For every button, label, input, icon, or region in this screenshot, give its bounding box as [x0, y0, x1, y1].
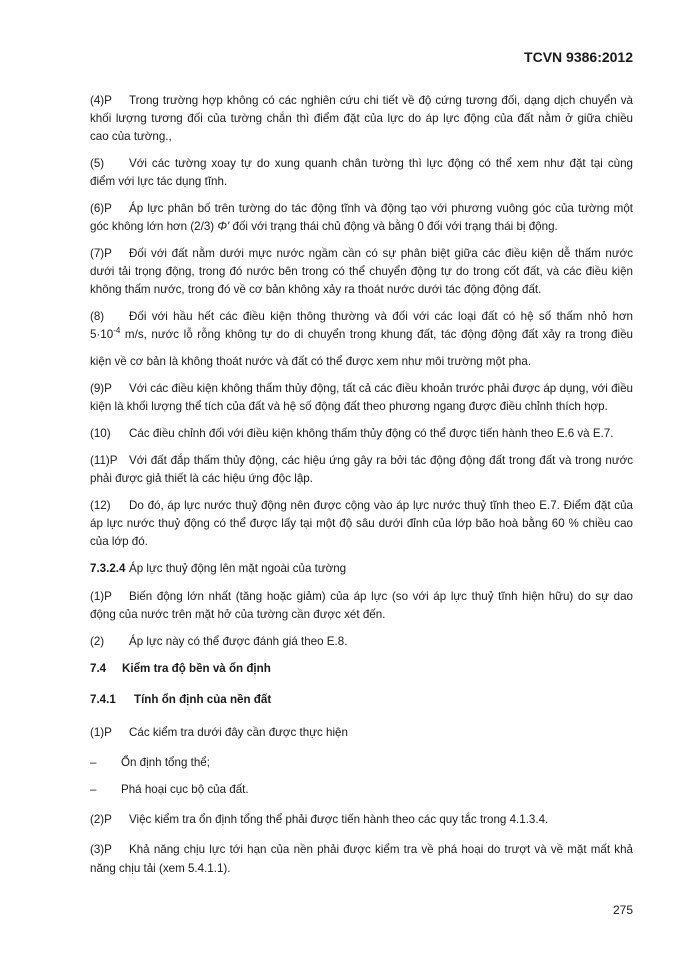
text-line: không thấm nước, trong đó về cơ bản không xảy ra thoát nước dưới tác động động đất.	[90, 283, 542, 296]
text-segment: m/s, nước lỗ rỗng không tự do di chuyển trong khung đất, tác động động đất xảy ra trong điều	[120, 328, 633, 341]
clause-number: (11)P	[90, 454, 118, 467]
text-segment: đối với trạng thái chủ động và bằng 0 đối với trạng thái bị động.	[229, 220, 558, 233]
text-line: Kiểm tra độ bền và ổn định	[122, 662, 271, 675]
clause-number: (1)P	[90, 590, 112, 603]
text-line: Trong trường hợp không có các nghiên cứu chi tiết về độ cứng tương đối, dạng dịch chuyển và	[129, 94, 633, 107]
text-line: kiện là khối lượng thể tích của đất và hệ số động đất theo phương ngang được điều chỉnh thích hợp.	[90, 400, 608, 413]
text-line	[90, 218, 633, 236]
clause-number: 7.4	[90, 662, 107, 675]
clause-number: (2)	[90, 635, 105, 648]
text-line: Khả năng chịu lực tới hạn của nền phải được kiểm tra về phá hoại do trượt và về mặt mất khả	[129, 843, 633, 856]
text-line: áp lực nước thuỷ động có thể được lấy tại một độ sâu dưới đỉnh của lớp bão hoà bằng 60 % chiều cao	[90, 517, 633, 530]
clause-number: (12)	[90, 499, 111, 512]
phi-symbol: Φ'	[217, 220, 230, 233]
text-line: Với đất đắp thấm thủy động, các hiệu ứng gây ra bởi tác động động đất trong đất và trong nước	[129, 454, 633, 467]
clause-number: (6)P	[90, 202, 112, 215]
text-line: năng chịu tải (xem 5.4.1.1).	[90, 862, 231, 875]
clause-number: (8)	[90, 310, 105, 323]
clause-number: (2)P	[90, 813, 112, 826]
bullet-dash: –	[90, 756, 97, 769]
clause-number: 7.4.1	[90, 693, 116, 706]
text-line: Các kiểm tra dưới đây cần được thực hiện	[129, 726, 348, 739]
clause-number: (9)P	[90, 382, 112, 395]
bullet-dash: –	[90, 783, 97, 796]
text-line: điểm với lực tác dụng tĩnh.	[90, 175, 228, 188]
text-line: Các điều chỉnh đối với điều kiện không thấm thủy động có thể được tiến hành theo E.6 và E.7.	[129, 427, 614, 440]
text-line: động của nước trên mặt hở của tường cần được xét đến.	[90, 608, 386, 621]
text-line: Áp lực phân bố trên tường do tác động tĩnh và động tạo với phương vuông góc của tường một	[129, 202, 633, 215]
clause-number: (4)P	[90, 94, 112, 107]
text-line: Do đó, áp lực nước thuỷ động nên được cộng vào áp lực nước thuỷ tĩnh theo E.7. Điểm đặt của	[129, 499, 633, 512]
text-line: Biến động lớn nhất (tăng hoặc giảm) của áp lực (so với áp lực thuỷ tĩnh hiện hữu) do sự dao	[129, 590, 633, 603]
clause-number: (5)	[90, 157, 105, 170]
text-line: kiện về cơ bản là không thoát nước và đất có thể được xem như môi trường một pha.	[90, 355, 532, 368]
clause-number: (7)P	[90, 247, 112, 260]
text-line: Với các điều kiện không thấm thủy động, tất cả các điều khoản trước phải được áp dụng, với điều	[129, 382, 633, 395]
text-line: Phá hoại cục bộ của đất.	[121, 783, 249, 796]
text-line: phải được giả thiết là các hiệu ứng độc lập.	[90, 472, 313, 485]
text-line: Áp lực thuỷ động lên mặt ngoài của tường	[129, 562, 347, 575]
text-segment: 5·10	[90, 328, 114, 341]
document-standard-code: TCVN 9386:2012	[524, 49, 633, 65]
text-line: khối lượng tương đối của tường chắn thì điểm đặt của lực do áp lực động của đất nằm ở giữa chiều	[90, 112, 633, 125]
clause-number: 7.3.2.4	[90, 562, 126, 575]
clause-number: (10)	[90, 427, 111, 440]
text-segment: góc không lớn hơn (2/3)	[90, 220, 218, 233]
text-line: Đối với hầu hết các điều kiện thông thường và đối với các loại đất có hệ số thấm nhỏ hơn	[129, 310, 633, 323]
clause-number: (1)P	[90, 726, 112, 739]
text-line: Áp lực này có thể được đánh giá theo E.8.	[129, 635, 348, 648]
text-line: của lớp đó.	[90, 535, 148, 548]
text-line: Việc kiểm tra ổn định tổng thể phải được tiến hành theo các quy tắc trong 4.1.3.4.	[129, 813, 549, 826]
clause-number: (3)P	[90, 843, 112, 856]
text-line: Tính ổn định của nền đất	[134, 693, 272, 706]
text-line	[90, 326, 633, 344]
text-line: Đối với đất nằm dưới mực nước ngầm cần có sự phân biệt giữa các điều kiện dễ thấm nước	[129, 247, 633, 260]
exponent: -4	[113, 326, 121, 335]
page-number: 275	[612, 903, 633, 917]
text-line: Ổn định tổng thể;	[121, 756, 210, 769]
text-line: dưới tải trọng động, trong đó nước bên trong có thể chuyển động tự do trong cốt đất, và các điều kiện	[90, 265, 633, 278]
text-line: cao của tường.,	[90, 130, 172, 143]
text-line: Với các tường xoay tự do xung quanh chân tường thì lực động có thể xem như đặt tại cùng	[129, 157, 633, 170]
